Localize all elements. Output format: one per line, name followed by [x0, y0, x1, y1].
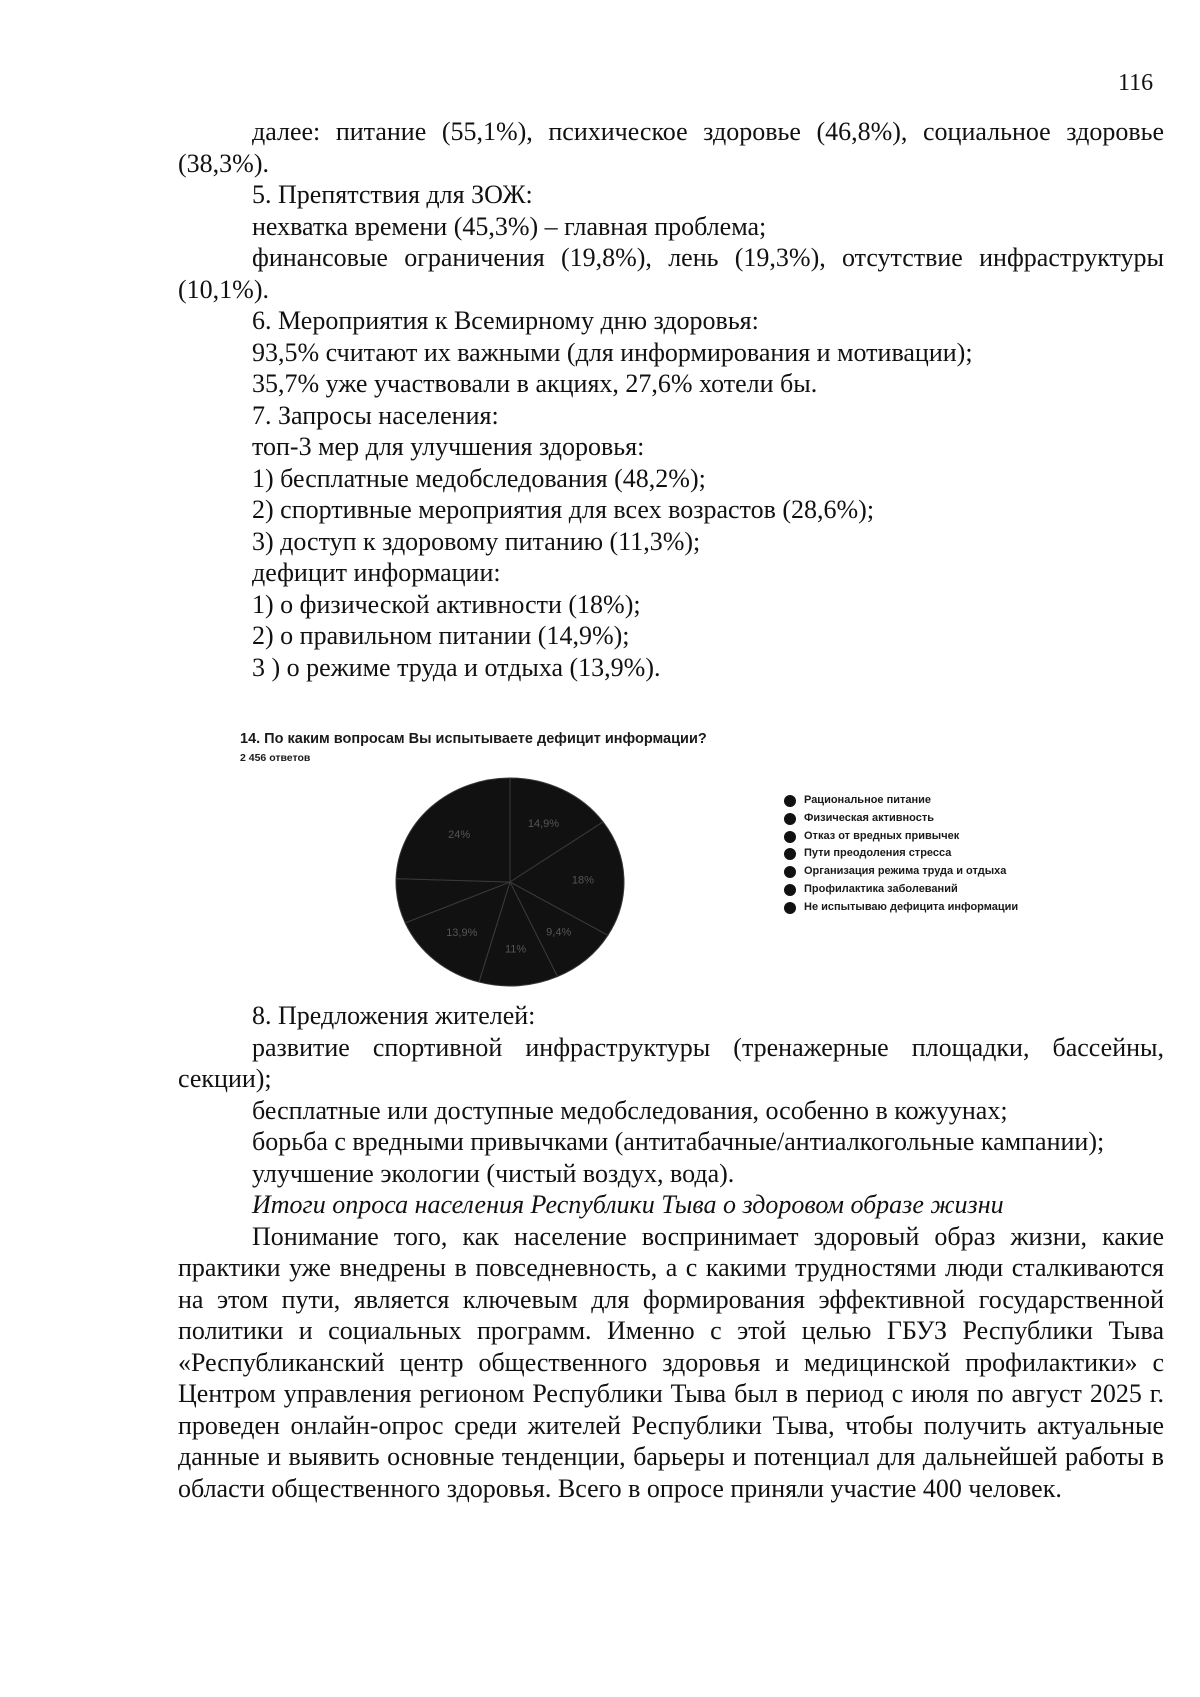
- legend-item: [784, 881, 1054, 899]
- legend-label: Отказ от вредных привычек: [804, 829, 960, 842]
- top-paragraph: 3) доступ к здоровому питанию (11,3%);: [252, 526, 701, 556]
- pie-slice-label: 9,4%: [546, 926, 572, 939]
- bottom-paragraph: бесплатные или доступные медобследования, особенно в кожуунах;: [252, 1095, 1008, 1125]
- top-paragraph: 35,7% уже участвовали в акциях, 27,6% хотели бы.: [252, 369, 818, 398]
- top-paragraph: 93,5% считают их важными (для информирования и мотивации);: [252, 337, 973, 367]
- pie-slice-label: 11%: [504, 943, 527, 956]
- bottom-paragraph: борьба с вредными привычками (антитабачные/антиалкогольные кампании);: [252, 1127, 1105, 1156]
- chart-legend: [784, 792, 1054, 917]
- legend-item: [784, 792, 1054, 810]
- top-paragraph: 6. Мероприятия к Всемирному дню здоровья:: [252, 306, 759, 335]
- text-section-bottom: [178, 1000, 1164, 1504]
- top-paragraph: 7. Запросы населения:: [252, 400, 499, 430]
- top-paragraph: нехватка времени (45,3%) – главная проблема;: [252, 211, 767, 241]
- pie-chart: [390, 772, 630, 992]
- legend-dot-icon: [784, 866, 796, 878]
- bottom-paragraph: 8. Предложения жителей:: [252, 1001, 536, 1030]
- legend-item: [784, 810, 1054, 828]
- bottom-paragraph: улучшение экологии (чистый воздух, вода).: [252, 1158, 735, 1188]
- pie-slice-label: 14,9%: [527, 817, 560, 830]
- bottom-paragraph: Итоги опроса населения Республики Тыва о здоровом образе жизни: [252, 1190, 1004, 1219]
- legend-label: Организация режима труда и отдыха: [804, 865, 1007, 878]
- legend-dot-icon: [784, 848, 796, 860]
- chart-title: 14. По каким вопросам Вы испытываете дефицит информации?: [240, 731, 707, 747]
- legend-dot-icon: [784, 795, 796, 807]
- bottom-paragraph: Понимание того, как население воспринимает здоровый образ жизни, какие практики уже внедрены в повседневность, а с какими трудностями люди сталкиваются на этом пути, является ключевым для формирования эффективной государственной политики и социальных программ. Именно с этой целью ГБУЗ Республики Тыва «Республиканский центр общественного здоровья и медицинской профилактики» с Центром управления регионом Республики Тыва был в период с июля по август 2025 г. проведен онлайн-опрос среди жителей Республики Тыва, чтобы получить актуальные данные и выявить основные тенденции, барьеры и потенциал для дальнейшей работы в области общественного здоровья. Всего в опросе приняли участие 400 человек.: [178, 1221, 1164, 1503]
- page-number: 116: [1118, 70, 1154, 96]
- legend-label: Рациональное питание: [804, 794, 932, 806]
- pie-slice-label: 18%: [571, 874, 594, 887]
- legend-label: Пути преодоления стресса: [804, 847, 952, 860]
- legend-item: [784, 899, 1054, 917]
- top-paragraph: 2) о правильном питании (14,9%);: [252, 621, 630, 650]
- chart-response-count: 2 456 ответов: [240, 752, 311, 764]
- top-paragraph: 1) бесплатные медобследования (48,2%);: [252, 463, 706, 493]
- top-paragraph: 1) о физической активности (18%);: [252, 589, 641, 619]
- top-paragraph: топ-3 мер для улучшения здоровья:: [252, 432, 645, 461]
- top-paragraph: 2) спортивные мероприятия для всех возрастов (28,6%);: [252, 495, 875, 524]
- legend-dot-icon: [784, 884, 796, 896]
- legend-label: Физическая активность: [804, 811, 934, 824]
- top-paragraph: финансовые ограничения (19,8%), лень (19,3%), отсутствие инфраструктуры (10,1%).: [178, 243, 1164, 304]
- legend-dot-icon: [784, 813, 796, 825]
- legend-item: [784, 863, 1054, 881]
- top-paragraph: дефицит информации:: [252, 558, 501, 587]
- top-paragraph: 5. Препятствия для ЗОЖ:: [252, 180, 533, 209]
- pie-slice-label: 24%: [448, 829, 471, 842]
- legend-label: Профилактика заболеваний: [804, 882, 958, 895]
- top-paragraph: далее: питание (55,1%), психическое здоровье (46,8%), социальное здоровье (38,3%).: [178, 117, 1164, 178]
- legend-dot-icon: [784, 831, 796, 843]
- pie-slice-label: 13,9%: [446, 927, 478, 939]
- legend-item: [784, 828, 1054, 846]
- legend-dot-icon: [784, 902, 796, 914]
- top-paragraph: 3 ) о режиме труда и отдыха (13,9%).: [252, 652, 661, 682]
- legend-item: [784, 845, 1054, 863]
- text-section-top: [178, 116, 1164, 683]
- bottom-paragraph: развитие спортивной инфраструктуры (тренажерные площадки, бассейны, секции);: [178, 1032, 1164, 1093]
- legend-label: Не испытываю дефицита информации: [804, 900, 1019, 913]
